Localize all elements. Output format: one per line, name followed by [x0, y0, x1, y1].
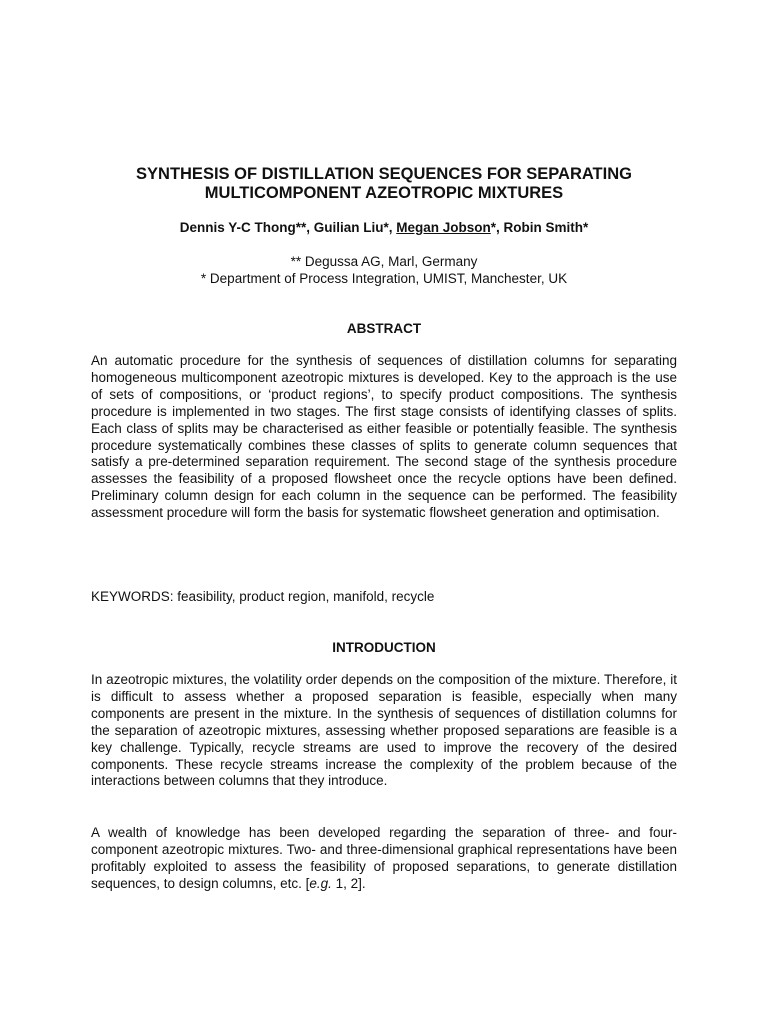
- affiliation-umist: * Department of Process Integration, UMIST, Manchester, UK: [200, 270, 568, 286]
- author-jobson: Megan Jobson: [396, 220, 491, 235]
- author-jobson-mark: *,: [490, 220, 504, 235]
- paper-title: [71, 165, 697, 203]
- intro-paragraph-1: In azeotropic mixtures, the volatility order depends on the composition of the mixture. Therefore, it is difficult to assess whether a proposed separation is feasible, especially when many components are present in the mixture. In the synthesis of sequences of distillation columns for the separation of azeotropic mixtures, assessing whether proposed separations are feasible is a key challenge. Typically, recycle streams are used to improve the recovery of the desired components. These recycle streams increase the complexity of the problem because of the interactions between columns that they introduce.: [91, 672, 677, 789]
- title-line-2: MULTICOMPONENT AZEOTROPIC MIXTURES: [204, 184, 564, 202]
- intro-paragraph-2-citation: 1, 2].: [331, 875, 366, 891]
- abstract-heading: ABSTRACT: [346, 321, 422, 336]
- affiliations: [91, 254, 677, 287]
- author-list: [91, 220, 677, 236]
- intro-paragraph-2-eg: e.g.: [309, 875, 332, 891]
- paper-page: [91, 0, 677, 1024]
- title-line-1: SYNTHESIS OF DISTILLATION SEQUENCES FOR SEPARATING: [136, 165, 632, 183]
- introduction-heading: INTRODUCTION: [332, 640, 436, 655]
- author-thong: Dennis Y-C Thong**,: [179, 220, 314, 235]
- intro-paragraph-2-text: A wealth of knowledge has been developed regarding the separation of three- and four-component azeotropic mixtures. Two- and three-dimensional graphical representations have been profitably exploited to assess the feasibility of proposed separations, to generate distillation sequences, to design columns, etc. [: [91, 825, 677, 891]
- abstract-paragraph: An automatic procedure for the synthesis of sequences of distillation columns for separating homogeneous multicomponent azeotropic mixtures is developed. Key to the approach is the use of sets of compositions, or ‘product regions’, to specify product compositions. The synthesis procedure is implemented in two stages. The first stage consists of identifying classes of splits. Each class of splits may be characterised as either feasible or potentially feasible. The synthesis procedure systematically combines these classes of splits to generate column sequences that satisfy a pre-determined separation requirement. The second stage of the synthesis procedure assesses the feasibility of a proposed flowsheet once the recycle options have been defined. Preliminary column design for each column in the sequence can be performed. The feasibility assessment procedure will form the basis for systematic flowsheet generation and optimisation.: [91, 353, 677, 521]
- author-liu: Guilian Liu*,: [313, 220, 397, 235]
- intro-paragraph-2: [91, 825, 677, 893]
- affiliation-degussa: ** Degussa AG, Marl, Germany: [290, 254, 478, 269]
- author-smith: Robin Smith*: [503, 220, 589, 235]
- keywords-line: KEYWORDS: feasibility, product region, manifold, recycle: [91, 589, 435, 604]
